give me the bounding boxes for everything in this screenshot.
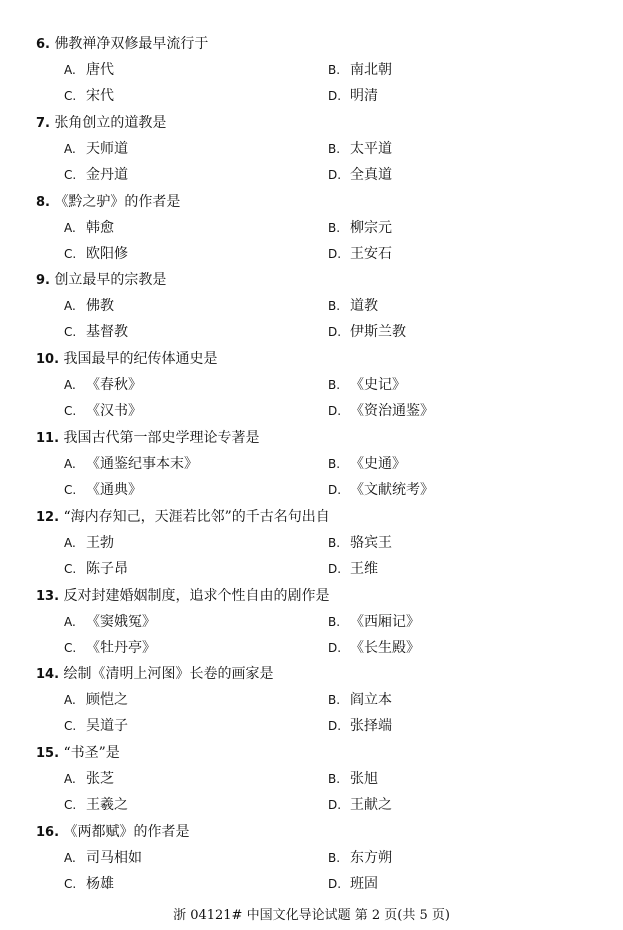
option-letter: A.: [64, 220, 76, 235]
option-text: 明清: [350, 88, 378, 104]
option-text: 南北朝: [350, 62, 392, 78]
option-letter: D.: [328, 640, 342, 655]
question-text: 我国古代第一部史学理论专著是: [63, 430, 260, 446]
question-item: [36, 584, 596, 662]
option-text: 杨雄: [86, 876, 114, 892]
option-letter: C.: [64, 246, 77, 261]
question-stem: [36, 347, 217, 371]
option-text: 道教: [350, 298, 378, 315]
question-number: 16.: [36, 825, 60, 840]
option-letter: D.: [328, 325, 342, 340]
answer-option: [64, 137, 128, 161]
question-stem: [36, 268, 166, 292]
answer-option: [328, 636, 420, 660]
question-stem: [36, 820, 189, 844]
question-item: [36, 662, 596, 740]
answer-option: [64, 531, 114, 555]
answer-option: [64, 636, 156, 660]
answer-option: [64, 294, 114, 318]
answer-option: [64, 58, 114, 82]
option-text: 《史通》: [350, 456, 406, 472]
question-text: 反对封建婚姻制度，追求个性自由的剧作是: [63, 587, 330, 604]
option-letter: D.: [328, 719, 342, 734]
option-letter: B.: [328, 457, 341, 471]
question-stem: [36, 190, 180, 214]
option-text: 佛教: [86, 298, 114, 315]
option-text: 东方朔: [350, 850, 392, 866]
answer-option: [328, 478, 434, 502]
option-letter: C.: [64, 89, 77, 103]
option-text: 柳宗元: [350, 219, 392, 236]
option-letter: B.: [328, 220, 341, 235]
question-item: [36, 111, 596, 189]
option-letter: C.: [64, 483, 77, 497]
answer-option: [328, 872, 378, 896]
answer-option: [64, 242, 128, 266]
option-letter: B.: [328, 141, 341, 156]
option-letter: B.: [328, 614, 341, 629]
question-number: 14.: [36, 667, 60, 683]
question-text: 《两都赋》的作者是: [63, 824, 190, 840]
question-item: [36, 268, 596, 346]
answer-option: [328, 767, 378, 791]
question-item: [36, 426, 596, 504]
answer-option: [64, 793, 128, 817]
question-stem: [36, 662, 273, 686]
option-letter: C.: [64, 877, 77, 891]
option-letter: B.: [328, 299, 341, 314]
question-text: “海内存知己，天涯若比邻”的千古名句出自: [63, 508, 330, 525]
option-text: 全真道: [350, 166, 392, 183]
answer-option: [328, 714, 392, 738]
option-letter: C.: [64, 167, 77, 182]
answer-option: [328, 846, 392, 870]
question-number: 6.: [36, 37, 50, 52]
question-item: [36, 347, 596, 425]
answer-option: [328, 84, 378, 108]
question-number: 9.: [36, 273, 50, 289]
question-item: [36, 190, 596, 268]
answer-option: [64, 399, 142, 423]
option-letter: A.: [64, 851, 76, 865]
answer-option: [64, 846, 142, 870]
option-text: 《牡丹亭》: [86, 639, 156, 656]
option-text: 王维: [350, 560, 378, 577]
option-text: 天师道: [86, 140, 128, 157]
option-letter: A.: [64, 457, 76, 471]
question-number: 13.: [36, 588, 60, 604]
option-letter: A.: [64, 772, 76, 787]
question-stem: [36, 584, 329, 608]
option-text: 《长生殿》: [350, 639, 420, 656]
option-text: 顾恺之: [86, 692, 128, 709]
answer-option: [64, 373, 142, 397]
option-text: 太平道: [350, 140, 392, 157]
answer-option: [328, 610, 420, 634]
option-text: 张择端: [350, 718, 392, 735]
answer-option: [328, 793, 392, 817]
option-letter: A.: [64, 378, 76, 393]
option-letter: C.: [64, 404, 77, 419]
answer-option: [328, 163, 392, 187]
option-text: 《汉书》: [86, 403, 142, 420]
option-letter: B.: [328, 378, 341, 393]
option-text: 基督教: [86, 324, 128, 341]
option-letter: A.: [64, 299, 76, 314]
option-text: 王羲之: [86, 797, 128, 814]
answer-option: [64, 163, 128, 187]
option-letter: A.: [64, 63, 76, 77]
answer-option: [328, 320, 406, 344]
option-letter: A.: [64, 614, 76, 629]
answer-option: [328, 137, 392, 161]
answer-option: [328, 373, 406, 397]
option-letter: D.: [328, 877, 342, 891]
question-stem: [36, 426, 259, 450]
option-text: 《文献统考》: [350, 482, 434, 498]
option-text: 《窦娥冤》: [86, 613, 156, 630]
option-text: 阎立本: [350, 692, 392, 709]
answer-option: [64, 688, 128, 712]
option-text: 金丹道: [86, 166, 128, 183]
answer-option: [328, 216, 392, 240]
option-letter: D.: [328, 798, 342, 813]
question-text: 张角创立的道教是: [54, 114, 167, 131]
option-text: 王献之: [350, 797, 392, 814]
question-item: [36, 741, 596, 819]
option-text: 伊斯兰教: [350, 324, 406, 341]
answer-option: [64, 84, 114, 108]
question-item: [36, 505, 596, 583]
option-text: 《春秋》: [86, 377, 142, 394]
option-letter: D.: [328, 89, 342, 103]
option-letter: B.: [328, 693, 341, 708]
question-text: 佛教禅净双修最早流行于: [54, 36, 209, 52]
option-text: 《通鉴纪事本末》: [86, 456, 198, 472]
question-text: 创立最早的宗教是: [54, 272, 167, 289]
question-item: [36, 820, 596, 898]
question-stem: [36, 741, 120, 765]
option-letter: D.: [328, 167, 342, 182]
option-letter: D.: [328, 561, 342, 576]
option-text: 张芝: [86, 771, 114, 788]
answer-option: [328, 399, 434, 423]
option-letter: B.: [328, 63, 341, 77]
answer-option: [328, 58, 392, 82]
question-text: 《黔之驴》的作者是: [54, 193, 181, 210]
option-letter: C.: [64, 561, 77, 576]
answer-option: [64, 872, 114, 896]
option-text: 吴道子: [86, 718, 128, 735]
option-letter: D.: [328, 246, 342, 261]
answer-option: [64, 610, 156, 634]
page-footer: 浙 04121# 中国文化导论试题 第 2 页(共 5 页): [173, 908, 450, 923]
answer-option: [328, 557, 378, 581]
option-text: 《资治通鉴》: [350, 403, 434, 420]
option-text: 韩愈: [86, 219, 114, 236]
option-letter: D.: [328, 404, 342, 419]
option-letter: A.: [64, 141, 76, 156]
answer-option: [64, 557, 128, 581]
answer-option: [64, 216, 114, 240]
answer-option: [328, 688, 392, 712]
answer-option: [64, 714, 128, 738]
answer-option: [64, 478, 142, 502]
question-number: 7.: [36, 115, 50, 131]
option-letter: C.: [64, 719, 77, 734]
answer-option: [64, 767, 114, 791]
option-text: 王勃: [86, 534, 114, 551]
option-letter: C.: [64, 640, 77, 655]
question-stem: [36, 32, 208, 56]
answer-option: [328, 294, 378, 318]
question-text: “书圣”是: [63, 745, 120, 762]
question-number: 15.: [36, 746, 60, 762]
answer-option: [328, 452, 406, 476]
question-number: 8.: [36, 194, 50, 210]
option-letter: A.: [64, 693, 76, 708]
question-number: 11.: [36, 431, 60, 446]
option-text: 宋代: [86, 88, 114, 104]
option-letter: C.: [64, 325, 77, 340]
question-text: 绘制《清明上河图》长卷的画家是: [63, 666, 274, 683]
option-letter: D.: [328, 483, 342, 497]
option-text: 唐代: [86, 62, 114, 78]
question-item: [36, 32, 596, 110]
option-text: 陈子昂: [86, 560, 128, 577]
option-text: 张旭: [350, 771, 378, 788]
question-text: 我国最早的纪传体通史是: [63, 351, 218, 368]
answer-option: [328, 531, 392, 555]
question-number: 10.: [36, 352, 60, 368]
option-text: 骆宾王: [350, 534, 392, 551]
option-text: 《西厢记》: [350, 613, 420, 630]
option-text: 班固: [350, 876, 378, 892]
option-letter: B.: [328, 851, 341, 865]
option-text: 王安石: [350, 245, 392, 262]
option-letter: A.: [64, 535, 76, 550]
answer-option: [328, 242, 392, 266]
question-stem: [36, 111, 166, 135]
option-text: 《史记》: [350, 377, 406, 394]
answer-option: [64, 320, 128, 344]
answer-option: [64, 452, 198, 476]
option-text: 司马相如: [86, 850, 142, 866]
option-letter: B.: [328, 772, 341, 787]
option-letter: B.: [328, 535, 341, 550]
question-number: 12.: [36, 509, 60, 525]
option-text: 《通典》: [86, 482, 142, 498]
question-stem: [36, 505, 330, 529]
option-letter: C.: [64, 798, 77, 813]
option-text: 欧阳修: [86, 245, 128, 262]
